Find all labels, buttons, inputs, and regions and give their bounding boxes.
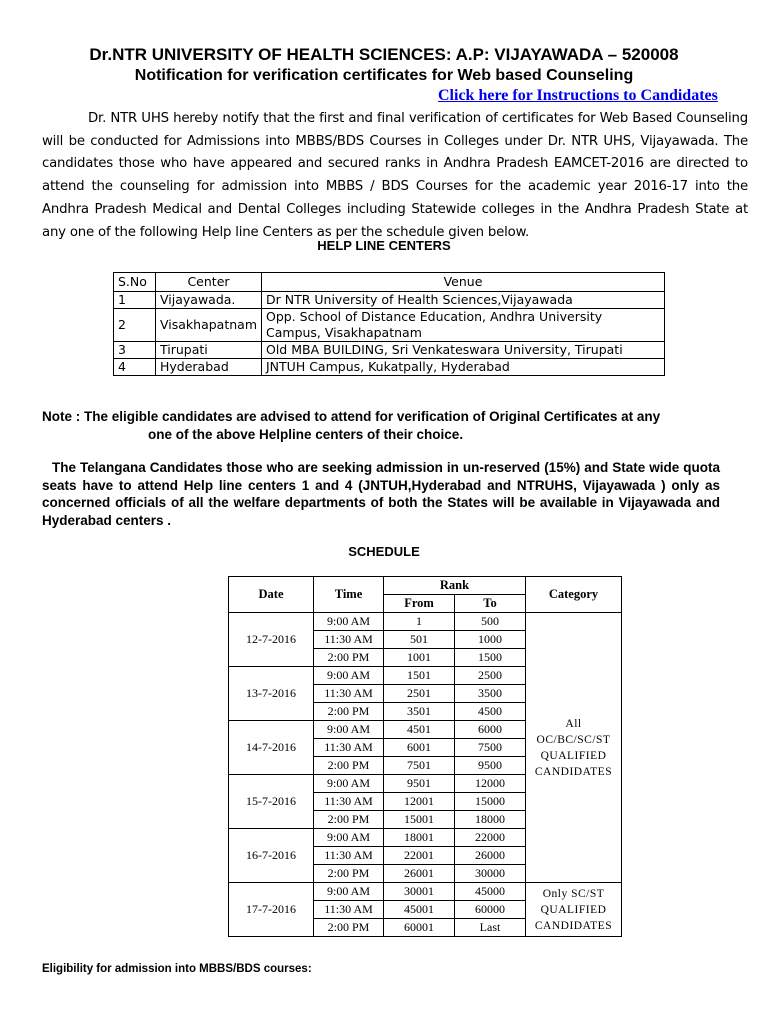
column-header-sno: S.No (114, 273, 156, 292)
to-cell: 30000 (455, 865, 526, 883)
sno-cell: 1 (114, 292, 156, 309)
note-block (42, 408, 722, 444)
time-cell: 2:00 PM (314, 649, 384, 667)
to-cell: Last (455, 919, 526, 937)
help-line-heading: HELP LINE CENTERS (317, 238, 451, 253)
center-cell: Tirupati (156, 342, 262, 359)
from-cell: 30001 (384, 883, 455, 901)
from-cell: 2501 (384, 685, 455, 703)
to-cell: 500 (455, 613, 526, 631)
to-cell: 26000 (455, 847, 526, 865)
date-cell: 13-7-2016 (229, 667, 314, 721)
from-cell: 1001 (384, 649, 455, 667)
table-row (114, 359, 665, 376)
to-cell: 1500 (455, 649, 526, 667)
category-line: QUALIFIED (540, 903, 607, 916)
from-cell: 7501 (384, 757, 455, 775)
column-header-center: Center (156, 273, 262, 292)
table-row (229, 613, 622, 631)
column-header-date: Date (229, 577, 314, 613)
time-cell: 9:00 AM (314, 613, 384, 631)
table-row (114, 342, 665, 359)
page-title: Dr.NTR UNIVERSITY OF HEALTH SCIENCES: A.P: VIJAYAWADA – 520008 (89, 45, 679, 64)
time-cell: 9:00 AM (314, 721, 384, 739)
to-cell: 1000 (455, 631, 526, 649)
from-cell: 26001 (384, 865, 455, 883)
time-cell: 9:00 AM (314, 775, 384, 793)
venue-cell: JNTUH Campus, Kukatpally, Hyderabad (262, 359, 665, 376)
from-cell: 60001 (384, 919, 455, 937)
from-cell: 12001 (384, 793, 455, 811)
time-cell: 2:00 PM (314, 865, 384, 883)
category-line: OC/BC/SC/ST (536, 733, 611, 746)
center-cell: Visakhapatnam (156, 309, 262, 342)
to-cell: 2500 (455, 667, 526, 685)
category-cell (526, 883, 622, 937)
time-cell: 2:00 PM (314, 703, 384, 721)
note-line-2: one of the above Helpline centers of their choice. (148, 427, 464, 442)
center-cell: Vijayawada. (156, 292, 262, 309)
from-cell: 45001 (384, 901, 455, 919)
help-line-table (113, 272, 665, 376)
date-cell: 17-7-2016 (229, 883, 314, 937)
time-cell: 2:00 PM (314, 919, 384, 937)
note-line-1: Note : The eligible candidates are advised to attend for verification of Original Certificates at any (42, 409, 661, 424)
table-row (114, 292, 665, 309)
date-cell: 14-7-2016 (229, 721, 314, 775)
from-cell: 3501 (384, 703, 455, 721)
from-cell: 4501 (384, 721, 455, 739)
column-header-venue: Venue (262, 273, 665, 292)
table-row (229, 883, 622, 901)
schedule-table (228, 576, 622, 937)
help-line-header-row (114, 273, 665, 292)
from-cell: 9501 (384, 775, 455, 793)
time-cell: 9:00 AM (314, 883, 384, 901)
from-cell: 1 (384, 613, 455, 631)
from-cell: 501 (384, 631, 455, 649)
category-line: CANDIDATES (534, 919, 613, 932)
time-cell: 11:30 AM (314, 739, 384, 757)
to-cell: 7500 (455, 739, 526, 757)
venue-cell: Opp. School of Distance Education, Andhra University Campus, Visakhapatnam (262, 309, 665, 342)
to-cell: 6000 (455, 721, 526, 739)
time-cell: 11:30 AM (314, 901, 384, 919)
category-cell (526, 613, 622, 883)
time-cell: 2:00 PM (314, 811, 384, 829)
column-header-time: Time (314, 577, 384, 613)
to-cell: 60000 (455, 901, 526, 919)
time-cell: 2:00 PM (314, 757, 384, 775)
to-cell: 9500 (455, 757, 526, 775)
eligibility-heading: Eligibility for admission into MBBS/BDS courses: (42, 963, 312, 975)
column-header-to: To (455, 595, 526, 613)
from-cell: 18001 (384, 829, 455, 847)
date-cell: 12-7-2016 (229, 613, 314, 667)
to-cell: 15000 (455, 793, 526, 811)
to-cell: 22000 (455, 829, 526, 847)
to-cell: 45000 (455, 883, 526, 901)
venue-cell: Dr NTR University of Health Sciences,Vijayawada (262, 292, 665, 309)
sno-cell: 4 (114, 359, 156, 376)
time-cell: 11:30 AM (314, 631, 384, 649)
from-cell: 22001 (384, 847, 455, 865)
to-cell: 4500 (455, 703, 526, 721)
intro-paragraph: Dr. NTR UHS hereby notify that the first and final verification of certificates for Web Based Counseling will be conducted for Admissions into MBBS/BDS Courses in Colleges under Dr. NTR UHS, Vijayawada. The candidates those who have appeared and secured ranks in Andhra Pradesh EAMCET-2016 are directed to attend the counseling for admission into MBBS / BDS Courses for the academic year 2016-17 into the Andhra Pradesh Medical and Dental Colleges including Statewide colleges in the Andhra Pradesh State at any one of the following Help line Centers as per the schedule given below. (42, 111, 748, 240)
from-cell: 6001 (384, 739, 455, 757)
to-cell: 3500 (455, 685, 526, 703)
time-cell: 11:30 AM (314, 793, 384, 811)
date-cell: 15-7-2016 (229, 775, 314, 829)
from-cell: 15001 (384, 811, 455, 829)
to-cell: 12000 (455, 775, 526, 793)
sno-cell: 3 (114, 342, 156, 359)
time-cell: 11:30 AM (314, 847, 384, 865)
category-line: QUALIFIED (540, 749, 607, 762)
column-header-from: From (384, 595, 455, 613)
date-cell: 16-7-2016 (229, 829, 314, 883)
from-cell: 1501 (384, 667, 455, 685)
page-subtitle: Notification for verification certificates for Web based Counseling (134, 67, 634, 84)
category-line: Only SC/ST (542, 887, 605, 900)
to-cell: 18000 (455, 811, 526, 829)
sno-cell: 2 (114, 309, 156, 342)
instructions-link[interactable]: Click here for Instructions to Candidates (438, 87, 718, 104)
category-line: CANDIDATES (534, 765, 613, 778)
schedule-body (229, 613, 622, 937)
time-cell: 9:00 AM (314, 667, 384, 685)
schedule-heading: SCHEDULE (348, 544, 420, 559)
time-cell: 11:30 AM (314, 685, 384, 703)
column-header-category: Category (526, 577, 622, 613)
telangana-paragraph: The Telangana Candidates those who are seeking admission in un-reserved (15%) and State wide quota seats have to attend Help line centers 1 and 4 (JNTUH,Hyderabad and NTRUHS, Vijayawada ) only as concerned officials of all the welfare departments of both the States will be available in Vijayawada and Hyderabad centers . (42, 460, 720, 528)
table-row (114, 309, 665, 342)
center-cell: Hyderabad (156, 359, 262, 376)
time-cell: 9:00 AM (314, 829, 384, 847)
venue-cell: Old MBA BUILDING, Sri Venkateswara University, Tirupati (262, 342, 665, 359)
column-header-rank: Rank (384, 577, 526, 595)
category-line: All (565, 717, 582, 730)
